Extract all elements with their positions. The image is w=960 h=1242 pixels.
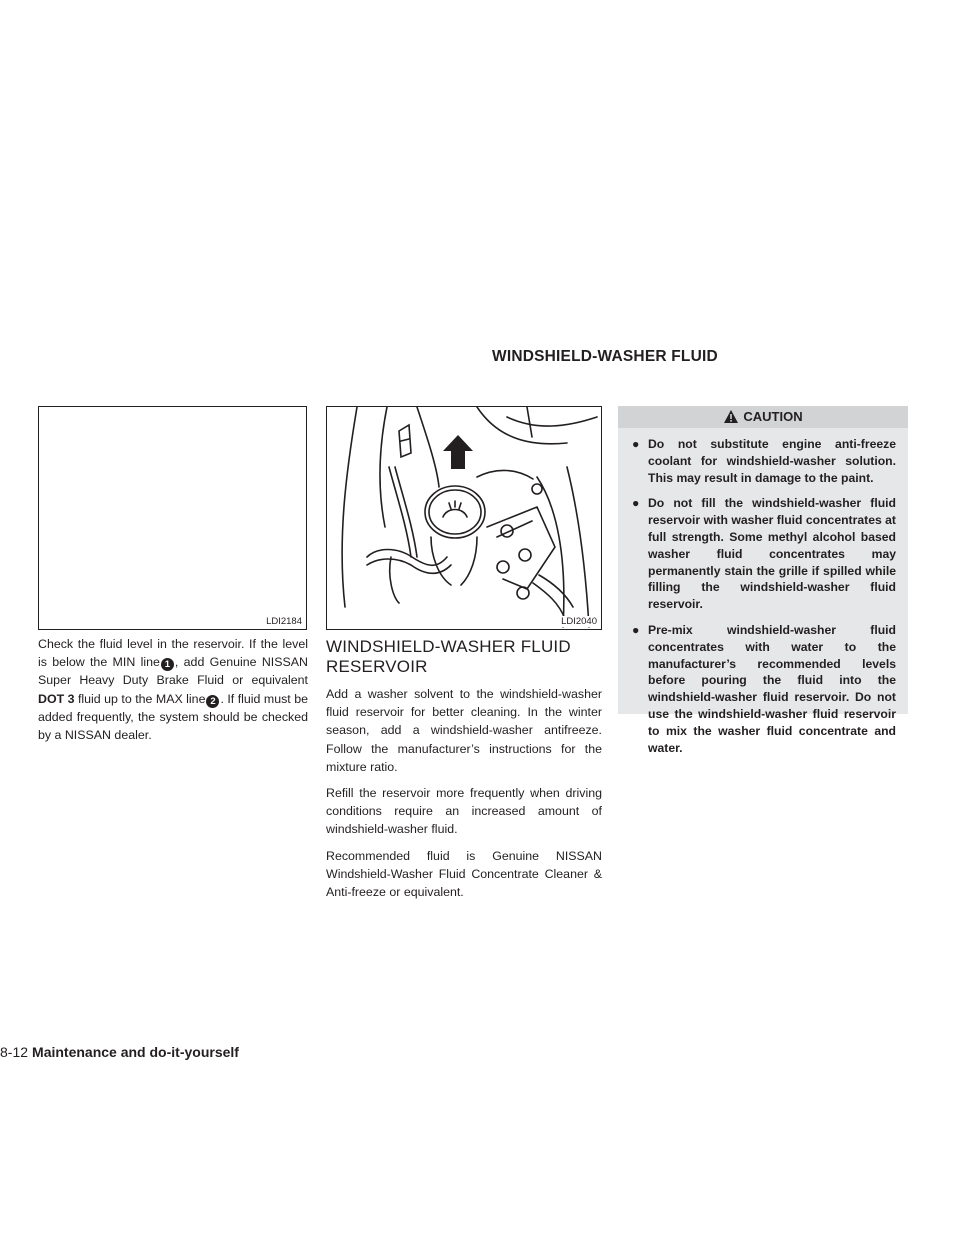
figure-label: LDI2184 (266, 616, 302, 627)
caution-box (618, 406, 908, 755)
section-header: WINDSHIELD-WASHER FLUID (492, 348, 718, 365)
dot3-label: DOT 3 (38, 691, 75, 706)
marker-2: 2 (206, 695, 219, 708)
caution-text: Pre-mix windshield-washer fluid concentrates with water to the manufacturer’s recommended levels before pouring the fluid into the windshield-washer fluid reservoir. Do not use the windshield-washer fluid reservoir to mix the washer fluid concentrate and water. (648, 622, 896, 755)
chapter-title: Maintenance and do-it-yourself (32, 1044, 239, 1060)
figure-label: LDI2040 (561, 616, 597, 627)
paragraph-3: Recommended fluid is Genuine NISSAN Windshield-Washer Fluid Concentrate Cleaner & Anti-freeze or equivalent. (326, 848, 602, 900)
page-footer (0, 1043, 239, 1061)
text-segment: , add Genuine NISSAN Super Heavy Duty Brake Fluid or equivalent (38, 655, 308, 688)
brake-fluid-reservoir-figure (38, 406, 307, 630)
brake-fluid-paragraph (38, 635, 308, 744)
caution-text: Do not substitute engine anti-freeze coolant for windshield-washer solution. This may result in damage to the paint. (648, 437, 896, 485)
text-segment: Check the fluid level in the reservoir. If the level is below the MIN line (38, 637, 308, 670)
paragraph-1: Add a washer solvent to the windshield-washer fluid reservoir for better cleaning. In the winter season, add a windshield-washer antifreeze. Follow the manufacturer’s instructions for the mixture ratio. (326, 687, 602, 774)
caution-text: Do not fill the windshield-washer fluid reservoir with washer fluid concentrates at full strength. Some methyl alcohol based washer fluid concentrates may permanently stain the grille if spilled while filling the windshield-washer fluid reservoir. (648, 496, 896, 612)
bullet: ● (632, 437, 640, 451)
caution-item (632, 436, 896, 486)
text-segment: . If fluid must be added frequently, the system should be checked by a NISSAN dealer. (38, 691, 308, 743)
text-segment: fluid up to the MAX line (74, 691, 206, 706)
caution-item (632, 622, 896, 756)
caution-title: CAUTION (743, 409, 803, 424)
brake-fluid-text (38, 635, 308, 752)
bullet: ● (632, 496, 640, 511)
caution-list (618, 428, 908, 756)
washer-reservoir-figure (326, 406, 602, 630)
caution-header (618, 406, 908, 428)
marker-1: 1 (161, 658, 174, 671)
subsection-heading: WINDSHIELD-WASHER FLUID RESERVOIR (326, 637, 571, 676)
engine-bay-illustration (327, 407, 602, 630)
caution-item (632, 495, 896, 613)
paragraph-2: Refill the reservoir more frequently when driving conditions require an increased amount of windshield-washer fluid. (326, 786, 602, 837)
page-number: 8-12 (0, 1044, 29, 1060)
washer-reservoir-text (326, 635, 602, 909)
bullet: ● (632, 622, 640, 637)
warning-icon (723, 409, 739, 424)
